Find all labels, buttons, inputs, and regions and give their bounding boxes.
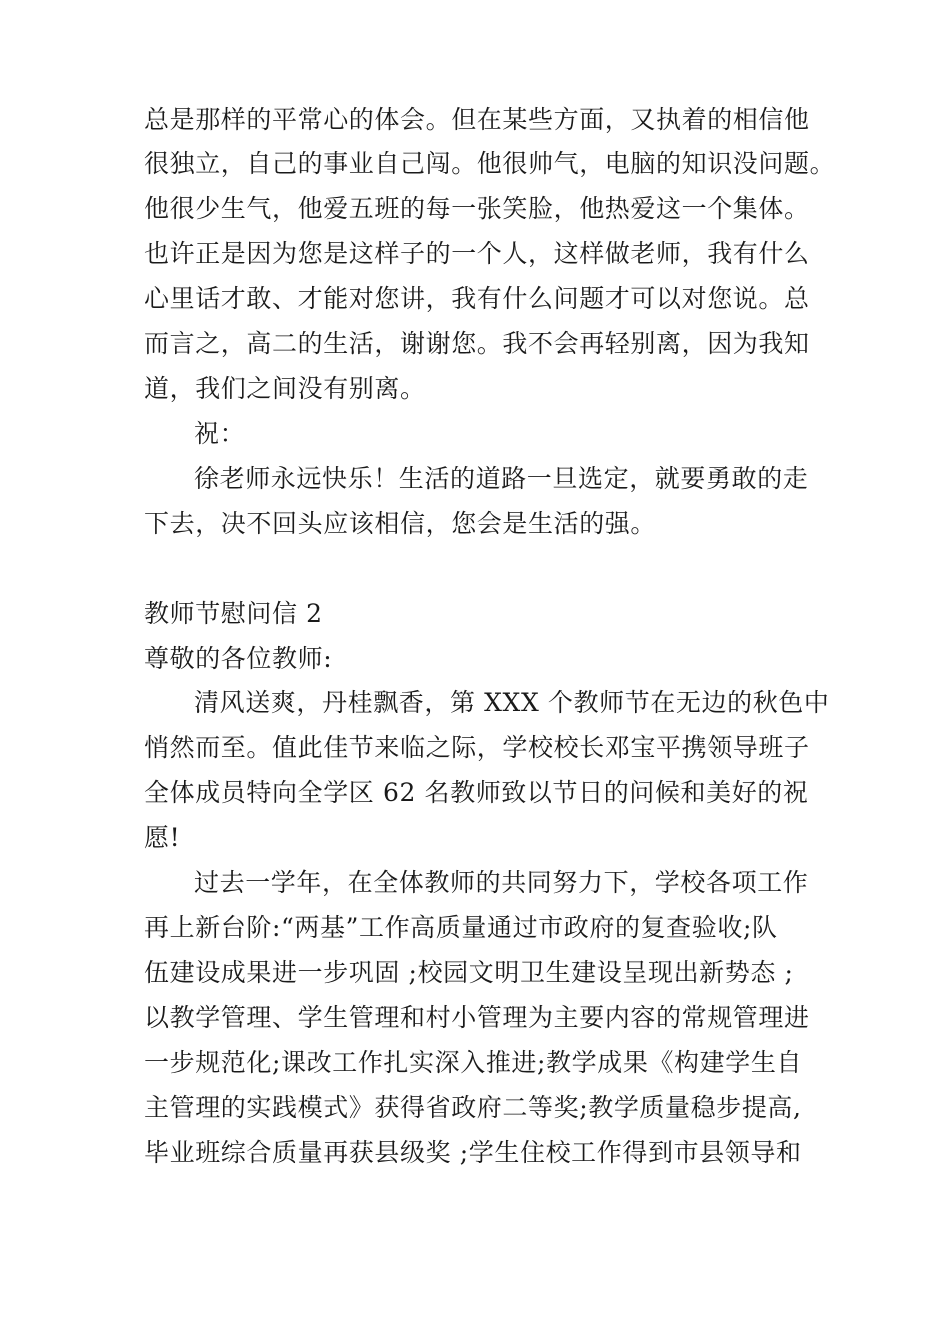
body-line: 很独立，自己的事业自己闯。他很帅气，电脑的知识没问题。 [144, 149, 836, 178]
section-title: 教师节慰问信 2 [144, 599, 323, 628]
para1-line: 清风送爽，丹桂飘香，第 XXX 个教师节在无边的秋色中 [194, 688, 830, 717]
para2-line: 一步规范化;课改工作扎实深入推进;教学成果《构建学生自 [144, 1048, 803, 1077]
body-line: 心里话才敢、才能对您讲，我有什么问题才可以对您说。总 [144, 284, 810, 313]
para1-line: 悄然而至。值此佳节来临之际，学校校长邓宝平携领导班子 [144, 733, 810, 762]
para1-line: 全体成员特向全学区 62 名教师致以节日的问候和美好的祝 [144, 778, 809, 807]
para2-line: 主管理的实践模式》获得省政府二等奖;教学质量稳步提高, [144, 1093, 802, 1122]
body-line: 也许正是因为您是这样子的一个人，这样做老师，我有什么 [144, 239, 810, 268]
closing-zhu: 祝： [194, 419, 246, 448]
salutation: 尊敬的各位教师: [144, 644, 333, 673]
para2-line: 伍建设成果进一步巩固 ;校园文明卫生建设呈现出新势态 ; [144, 958, 794, 987]
body-line: 而言之，高二的生活，谢谢您。我不会再轻别离，因为我知 [144, 329, 810, 358]
body-line: 道，我们之间没有别离。 [144, 374, 426, 403]
para2-line: 过去一学年，在全体教师的共同努力下，学校各项工作 [194, 868, 809, 897]
para2-line: 再上新台阶:“两基”工作高质量通过市政府的复查验收;队 [144, 913, 778, 942]
para2-line: 以教学管理、学生管理和村小管理为主要内容的常规管理进 [144, 1003, 810, 1032]
body-line: 总是那样的平常心的体会。但在某些方面，又执着的相信他 [144, 105, 810, 134]
wish-line: 下去，决不回头应该相信，您会是生活的强。 [144, 509, 657, 538]
para1-line: 愿! [144, 823, 181, 852]
body-line: 他很少生气，他爱五班的每一张笑脸，他热爱这一个集体。 [144, 194, 810, 223]
para2-line: 毕业班综合质量再获县级奖 ;学生住校工作得到市县领导和 [144, 1138, 802, 1167]
wish-line: 徐老师永远快乐！生活的道路一旦选定，就要勇敢的走 [194, 464, 809, 493]
